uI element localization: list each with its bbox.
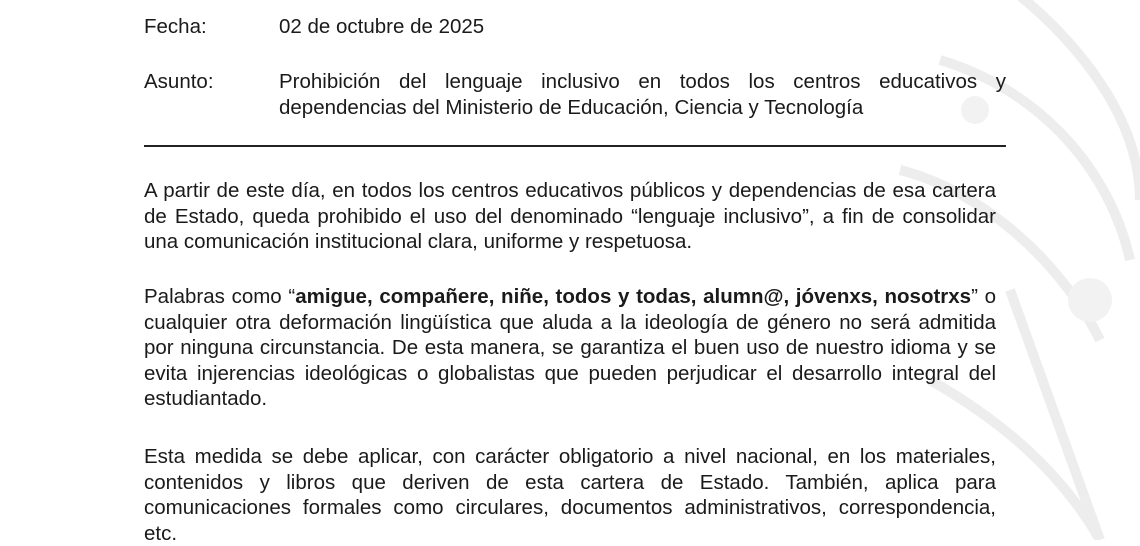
date-value: 02 de octubre de 2025	[279, 15, 485, 38]
paragraph-2-text: ” o cualquier otra deformación lingüística que aluda a la ideología de género no será admitida por ninguna circunstancia. De esta manera, se garantiza el buen uso de nuestro idioma y se evita injerencias ideológicas o globalistas que pueden perjudicar el desarrollo integral del estudiantado.	[144, 285, 996, 410]
subject-label: Asunto:	[144, 70, 214, 93]
paragraph-2	[144, 284, 996, 412]
paragraph-1: A partir de este día, en todos los centros educativos públicos y dependencias de esa cartera de Estado, queda prohibido el uso del denominado “lenguaje inclusivo”, a fin de consolidar una comunicación institucional clara, uniforme y respetuosa.	[144, 179, 996, 253]
subject-value: Prohibición del lenguaje inclusivo en todos los centros educativos y dependencias del Ministerio de Educación, Ciencia y Tecnología	[279, 70, 1006, 119]
date-label: Fecha:	[144, 15, 207, 38]
paragraph-2-prefix: Palabras como “	[144, 285, 296, 308]
prohibited-words: amigue, compañere, niñe, todos y todas, alumn@, jóvenxs, nosotrxs	[295, 285, 972, 308]
paragraph-3: Esta medida se debe aplicar, con carácter obligatorio a nivel nacional, en los materiales, contenidos y libros que deriven de esta cartera de Estado. También, aplica para comunicaciones formales como circulares, documentos administrativos, correspondencia, etc.	[144, 445, 996, 545]
header-divider	[144, 145, 1006, 147]
